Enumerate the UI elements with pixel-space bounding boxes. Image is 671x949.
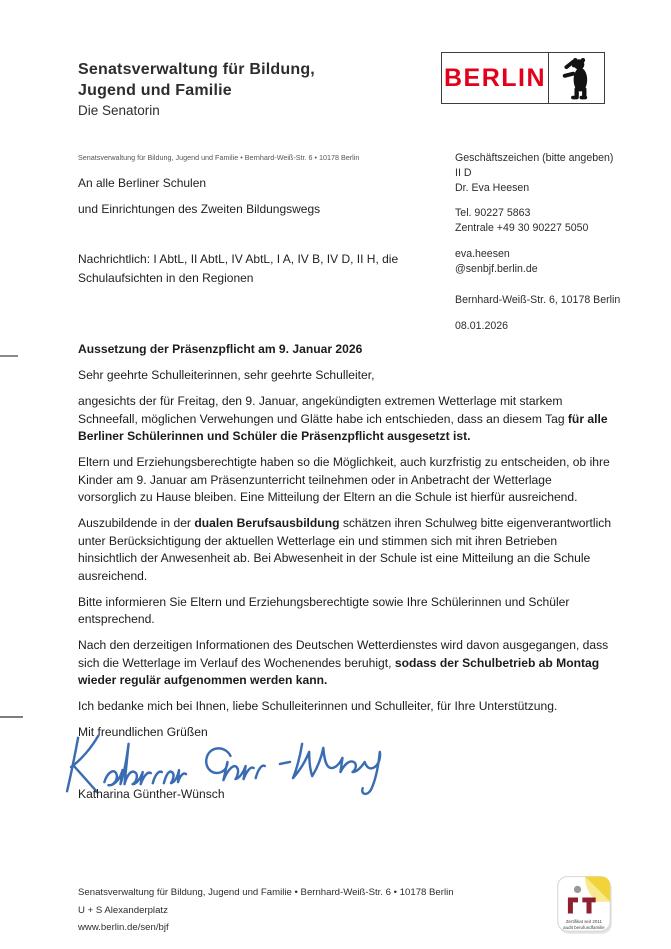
- signature-name: Katharina Günther-Wünsch: [78, 787, 225, 801]
- badge-line1: Zertifikat seit 2011: [565, 919, 603, 925]
- recipient-line-2: und Einrichtungen des Zweiten Bildungswegs: [78, 202, 321, 216]
- body-paragraph-2: Eltern und Erziehungsberechtigte haben so die Möglichkeit, auch kurzfristig zu entscheiden, ob ihre Kinder am 9. Januar am Präsenzunterricht teilnehmen oder in Anbetracht der Wetterlage vorsorglich zu Hause bleiben. Eine Mitteilung der Eltern an die Schule ist hierfür ausreichend.: [78, 455, 610, 504]
- reference-label: Geschäftszeichen (bitte angeben): [455, 152, 614, 164]
- contact-email-line2: @senbjf.berlin.de: [455, 263, 538, 276]
- contact-switchboard: Zentrale +49 30 90227 5050: [455, 221, 589, 234]
- footer-block: [78, 884, 454, 937]
- body-paragraph-5: Nach den derzeitigen Informationen des Deutschen Wetterdienstes wird davon ausgegangen, dass sich die Wetterlage im Verlauf des Wochenendes beruhigt, sodass der Schulbetrieb ab Montag wieder regulär aufgenommen werden kann.: [78, 638, 609, 687]
- fold-mark-top: [0, 355, 18, 357]
- contact-postal-address: Bernhard-Weiß-Str. 6, 10178 Berlin: [455, 294, 621, 307]
- fold-mark-bottom: [0, 716, 23, 718]
- letter-body: [78, 341, 612, 750]
- contact-email-line1: eva.heesen: [455, 248, 510, 261]
- contact-block: [455, 151, 640, 334]
- org-name-line2: Jugend und Familie: [78, 81, 232, 99]
- body-paragraph-4: Bitte informieren Sie Eltern und Erziehungsberechtigte sowie Ihre Schülerinnen und Schüler entsprechend.: [78, 594, 570, 626]
- closing-phrase: Mit freundlichen Grüßen: [78, 725, 208, 739]
- berlin-logo: [441, 52, 605, 104]
- recipient-line-1: An alle Berliner Schulen: [78, 176, 207, 190]
- letter-date: 08.01.2026: [455, 319, 509, 332]
- org-name: [78, 60, 315, 101]
- certificate-badge: [556, 875, 614, 942]
- berlin-wordmark-text: BERLIN: [443, 63, 547, 92]
- footer-transit: U + S Alexanderplatz: [78, 904, 168, 916]
- body-paragraph-1: angesichts der für Freitag, den 9. Januar, angekündigten extremen Wetterlage mit starkem Schneefall, möglichen Verwehungen und Glätte habe ich entschieden, dass an diesem Tag für alle Berliner Schülerinnen und Schüler die Präsenzpflicht ausgesetzt ist.: [78, 394, 608, 443]
- reference-value: II D: [455, 167, 472, 180]
- body-paragraph-6: Ich bedanke mich bei Ihnen, liebe Schulleiterinnen und Schulleiter, für Ihre Unterstützung.: [78, 699, 558, 713]
- berlin-wordmark: [442, 53, 549, 103]
- contact-phone: Tel. 90227 5863: [455, 206, 531, 219]
- body-paragraph-3: Auszubildende in der dualen Berufsausbildung schätzen ihren Schulweg bitte eigenverantwortlich unter Berücksichtigung der aktuellen Wetterlage ein und stimmen sich mit ihren Betrieben hinsichtlich der Anwesenheit ab. Bei Abwesenheit in der Schule ist eine Mitteilung an die Schule ausreichend.: [78, 516, 612, 583]
- contact-person: Dr. Eva Heesen: [455, 182, 530, 195]
- salutation: Sehr geehrte Schulleiterinnen, sehr geehrte Schulleiter,: [78, 368, 375, 382]
- berlin-bear-icon: [549, 53, 604, 103]
- footer-website: www.berlin.de/sen/bjf: [78, 922, 169, 933]
- footer-address: Senatsverwaltung für Bildung, Jugend und Familie • Bernhard-Weiß-Str. 6 • 10178 Berlin: [78, 887, 454, 898]
- subject-line: Aussetzung der Präsenzpflicht am 9. Januar 2026: [78, 342, 363, 356]
- sender-return-line: Senatsverwaltung für Bildung, Jugend und Familie • Bernhard-Weiß-Str. 6 • 10178 Berlin: [78, 153, 360, 162]
- badge-line2: audit berufundfamilie: [563, 924, 605, 930]
- org-name-line1: Senatsverwaltung für Bildung,: [78, 61, 315, 78]
- cc-note: Nachrichtlich: I AbtL, II AbtL, IV AbtL, I A, IV B, IV D, II H, die Schulaufsichten in den Regionen: [78, 252, 399, 285]
- senator-title: Die Senatorin: [78, 103, 160, 118]
